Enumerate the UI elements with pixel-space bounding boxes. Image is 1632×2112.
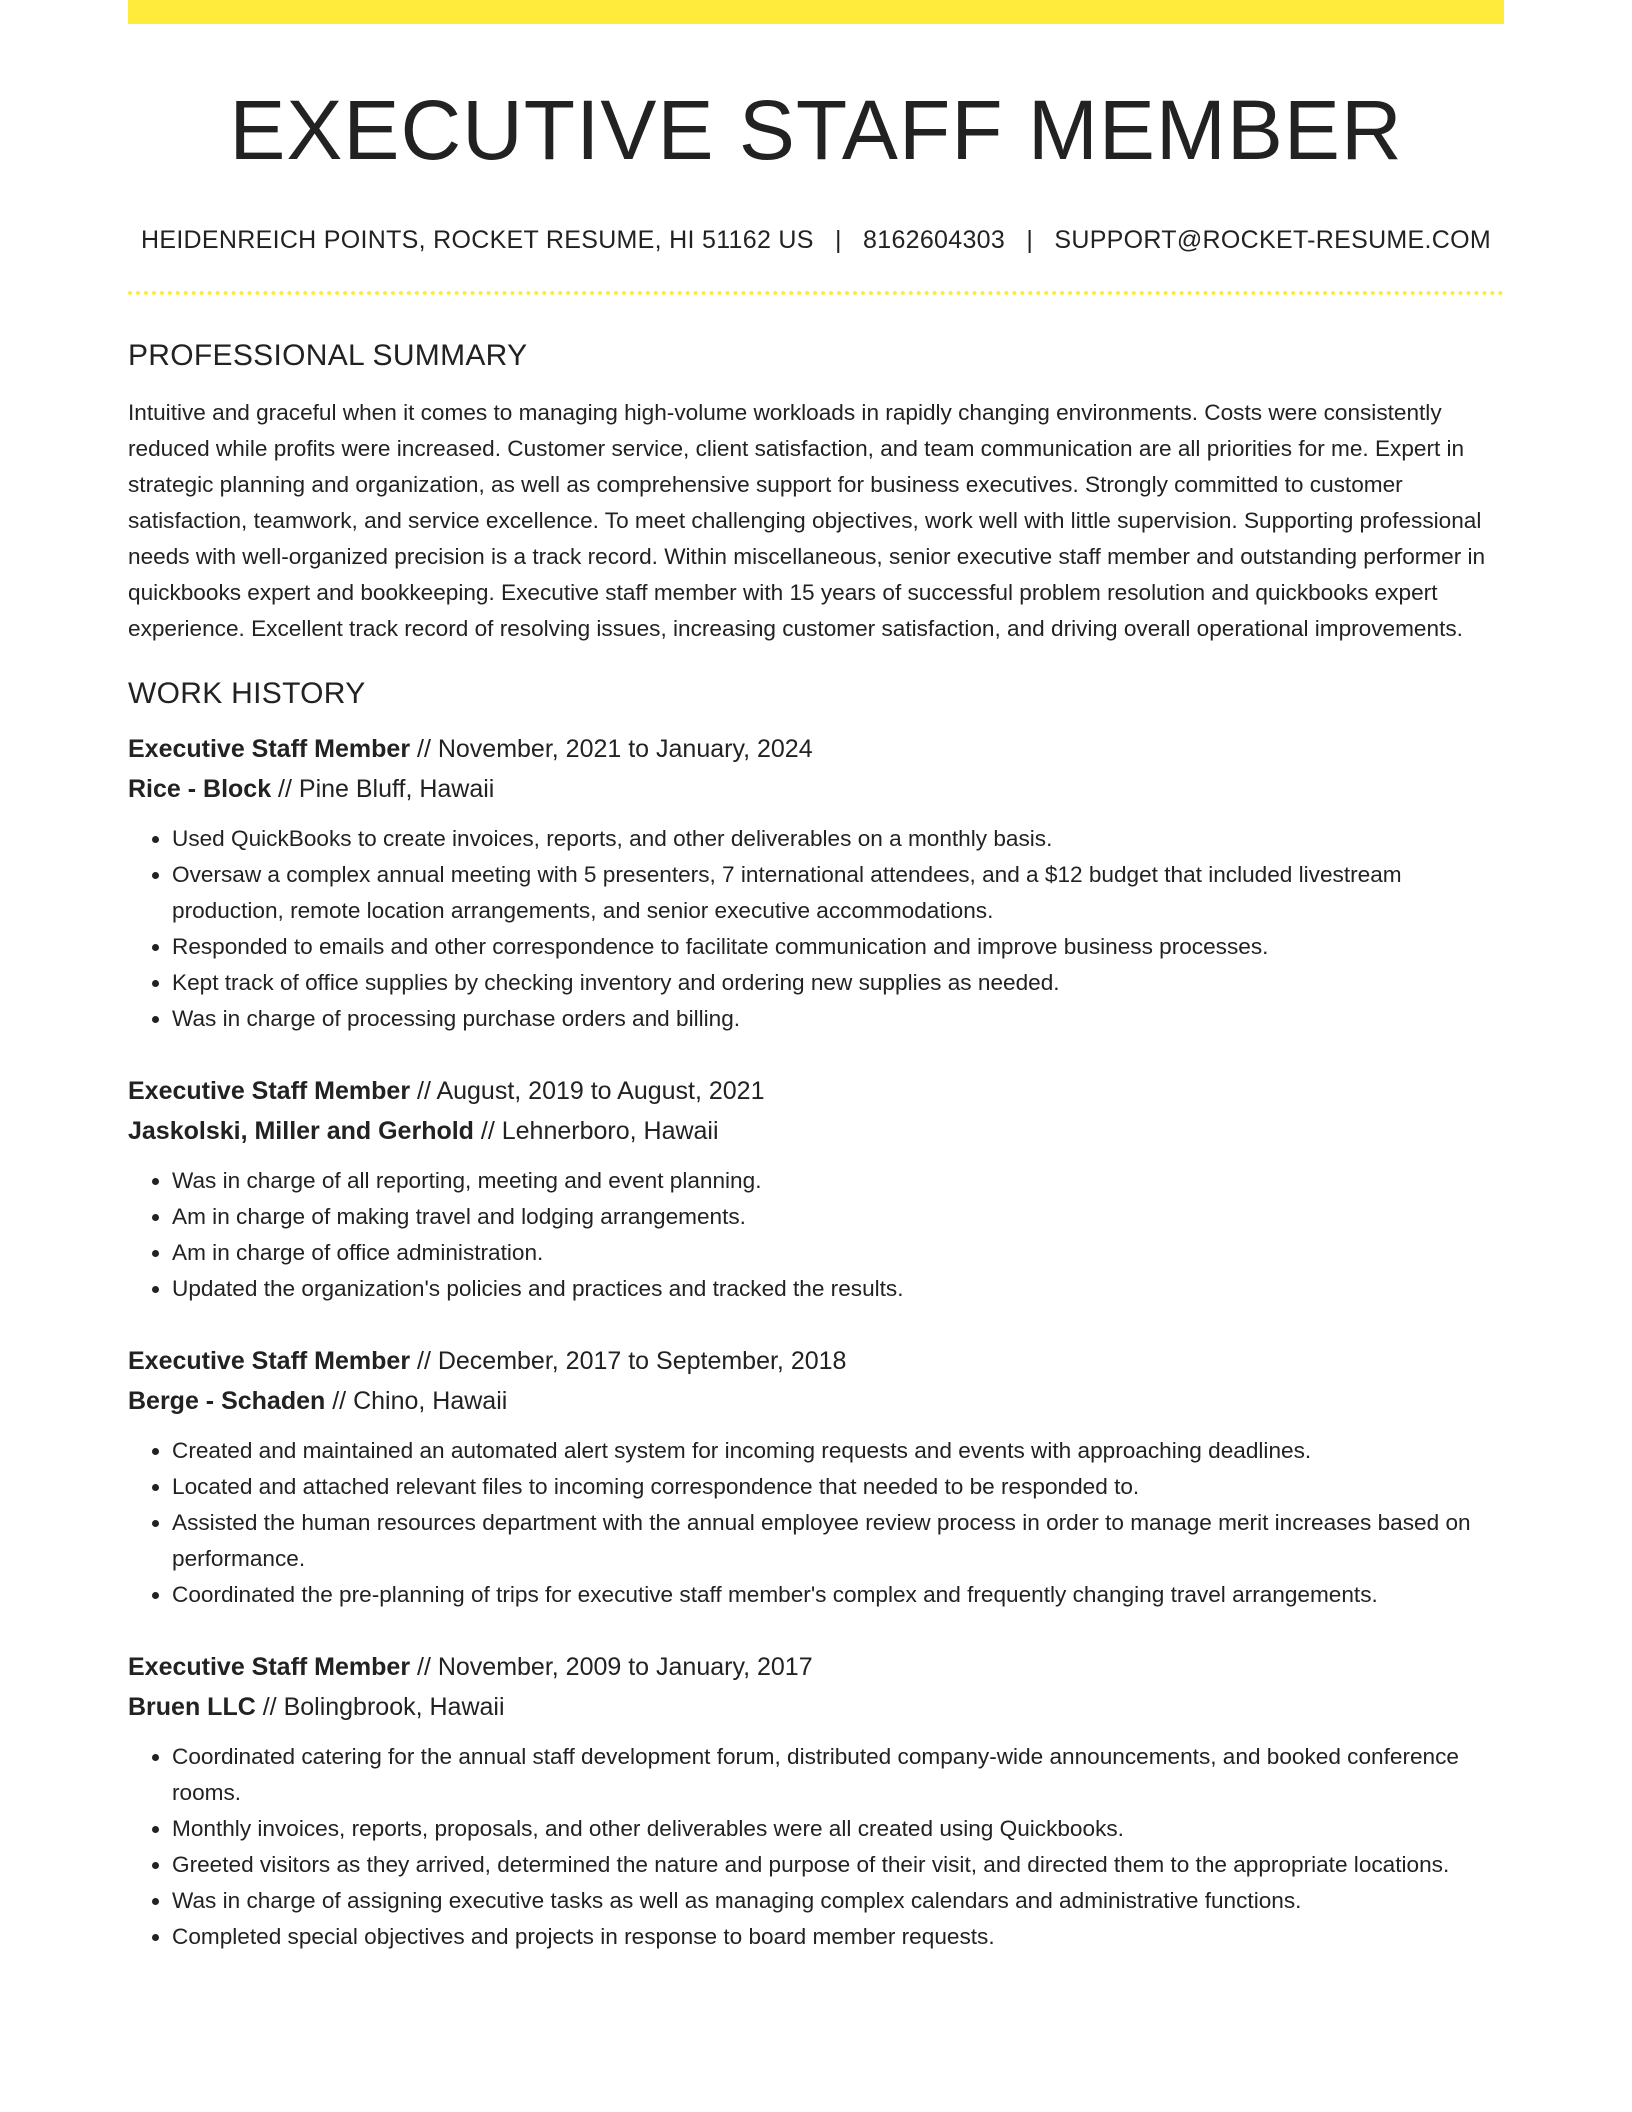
job-entry [128,1341,1504,1613]
summary-text: Intuitive and graceful when it comes to managing high-volume workloads in rapidly changing environments. Costs were consistently reduced while profits were increased. Customer service, client satisfaction, and team communication are all priorities for me. Expert in strategic planning and organization, as well as comprehensive support for business executives. Strongly committed to customer satisfaction, teamwork, and service excellence. To meet challenging objectives, work well with little supervision. Supporting professional needs with well-organized precision is a track record. Within miscellaneous, senior executive staff member and outstanding performer in quickbooks expert and bookkeeping. Executive staff member with 15 years of successful problem resolution and quickbooks expert experience. Excellent track record of resolving issues, increasing customer satisfaction, and driving overall operational improvements. [128,400,1486,642]
bullet-item: • Used QuickBooks to create invoices, reports, and other deliverables on a monthly basis. [172,821,1504,857]
job-title-line [128,1341,1504,1381]
job-company: Jaskolski, Miller and Gerhold [128,1117,474,1146]
job-bullets [128,1163,1504,1307]
bullet-item: • Responded to emails and other correspondence to facilitate communication and improve business processes. [172,929,1504,965]
job-entry [128,729,1504,1037]
bullet-item: • Am in charge of office administration. [172,1235,1504,1271]
job-dates: // November, 2021 to January, 2024 [410,735,813,764]
job-entry [128,1647,1504,1955]
separator: | [1026,226,1034,255]
job-location: // Chino, Hawaii [325,1387,508,1416]
job-role: Executive Staff Member [128,1347,411,1376]
section-title-work-history: WORK HISTORY [128,677,366,711]
bullet-item: • Completed special objectives and projects in response to board member requests. [172,1919,1504,1955]
bullet-item: • Assisted the human resources department with the annual employee review process in order to manage merit increases based on performance. [172,1505,1504,1577]
bullet-item: • Was in charge of processing purchase orders and billing. [172,1001,1504,1037]
job-entry [128,1071,1504,1307]
job-bullets [128,821,1504,1037]
job-company-line [128,1111,1504,1151]
job-dates: // November, 2009 to January, 2017 [410,1653,813,1682]
bullet-item: • Oversaw a complex annual meeting with 5 presenters, 7 international attendees, and a $12 budget that included livestream production, remote location arrangements, and senior executive accommodations. [172,857,1504,929]
job-company-line [128,769,1504,809]
bullet-item: • Coordinated catering for the annual staff development forum, distributed company-wide announcements, and booked conference rooms. [172,1739,1504,1811]
bullet-item: • Kept track of office supplies by checking inventory and ordering new supplies as needed. [172,965,1504,1001]
address: HEIDENREICH POINTS, ROCKET RESUME, HI 51162 US [140,226,814,255]
job-bullets [128,1739,1504,1955]
job-location: // Bolingbrook, Hawaii [255,1693,505,1722]
job-company-line [128,1381,1504,1421]
job-title-line [128,1071,1504,1111]
section-title-summary: PROFESSIONAL SUMMARY [128,339,528,373]
job-location: // Lehnerboro, Hawaii [473,1117,719,1146]
bullet-item: • Coordinated the pre-planning of trips for executive staff member's complex and frequently changing travel arrangements. [172,1577,1504,1613]
accent-bar [128,0,1504,24]
bullet-item: • Greeted visitors as they arrived, determined the nature and purpose of their visit, and directed them to the appropriate locations. [172,1847,1504,1883]
job-role: Executive Staff Member [128,1653,411,1682]
job-company-line [128,1687,1504,1727]
bullet-item: • Was in charge of all reporting, meeting and event planning. [172,1163,1504,1199]
dotted-divider [128,291,1504,295]
job-bullets [128,1433,1504,1613]
bullet-item: • Was in charge of assigning executive tasks as well as managing complex calendars and administrative functions. [172,1883,1504,1919]
resume-page [128,0,1504,1955]
job-dates: // August, 2019 to August, 2021 [410,1077,765,1106]
job-role: Executive Staff Member [128,1077,411,1106]
separator: | [834,226,842,255]
bullet-item: • Monthly invoices, reports, proposals, and other deliverables were all created using Quickbooks. [172,1811,1504,1847]
job-role: Executive Staff Member [128,735,411,764]
email[interactable]: SUPPORT@ROCKET-RESUME.COM [1054,226,1492,255]
phone[interactable]: 8162604303 [863,226,1006,255]
job-title-line [128,729,1504,769]
resume-name: EXECUTIVE STAFF MEMBER [229,83,1403,177]
bullet-item: • Am in charge of making travel and lodging arrangements. [172,1199,1504,1235]
bullet-item: • Created and maintained an automated alert system for incoming requests and events with approaching deadlines. [172,1433,1504,1469]
job-company: Berge - Schaden [128,1387,326,1416]
job-dates: // December, 2017 to September, 2018 [410,1347,847,1376]
job-location: // Pine Bluff, Hawaii [271,775,495,804]
job-title-line [128,1647,1504,1687]
bullet-item: • Located and attached relevant files to incoming correspondence that needed to be responded to. [172,1469,1504,1505]
job-company: Rice - Block [128,775,272,804]
contact-line [128,226,1504,255]
bullet-item: • Updated the organization's policies and practices and tracked the results. [172,1271,1504,1307]
job-company: Bruen LLC [128,1693,256,1722]
